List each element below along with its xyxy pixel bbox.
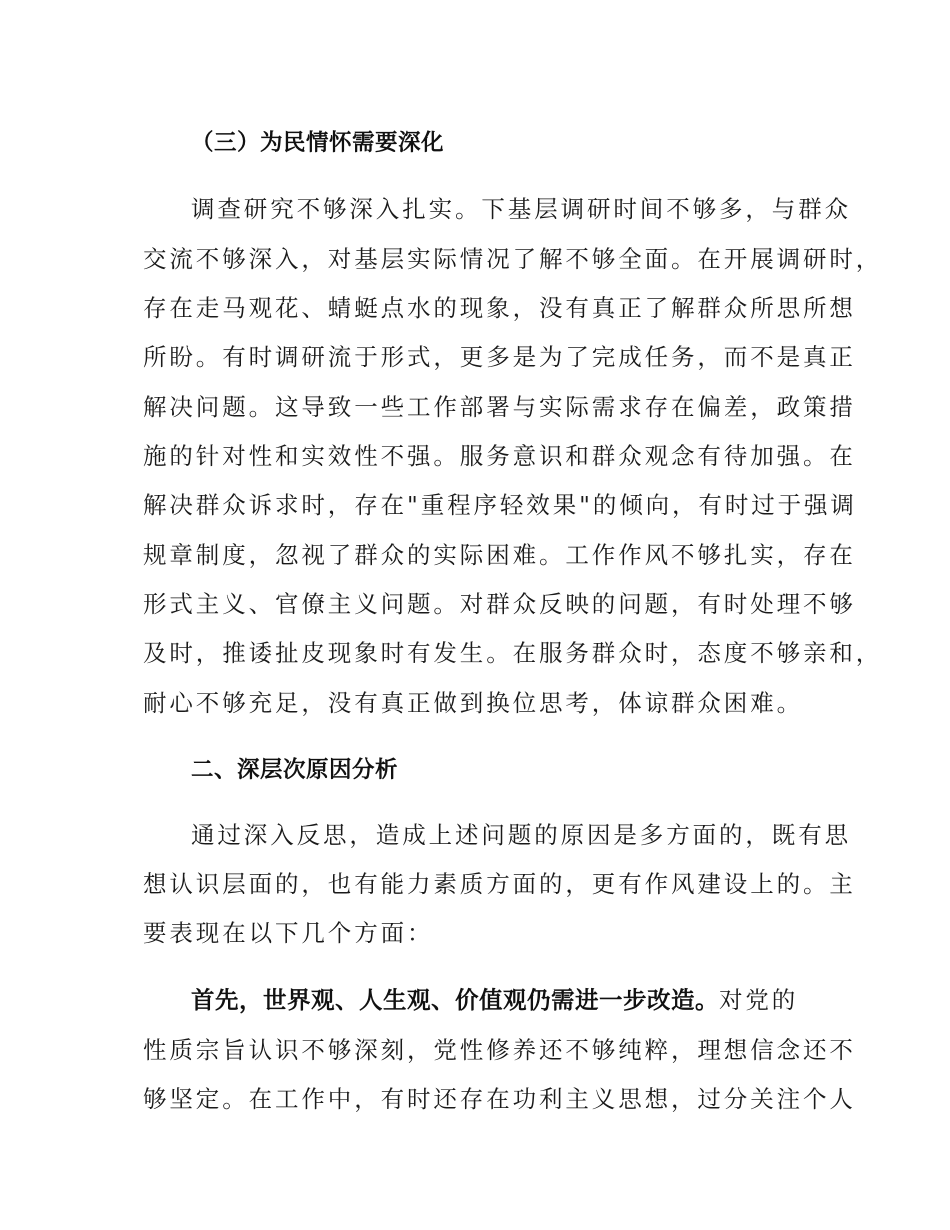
paragraph-line: 调查研究不够深入扎实。下基层调研时间不够多，与群众 <box>191 195 851 223</box>
part-heading: 二、深层次原因分析 <box>191 757 399 783</box>
paragraph-line: 规章制度，忽视了群众的实际困难。工作作风不够扎实，存在 <box>143 541 856 569</box>
paragraph-line: 解决群众诉求时，存在"重程序轻效果"的倾向，有时过于强调 <box>143 491 857 519</box>
paragraph-line: 要表现在以下几个方面： <box>143 919 434 947</box>
paragraph-line: 所盼。有时调研流于形式，更多是为了完成任务，而不是真正 <box>143 343 856 371</box>
paragraph-line: 存在走马观花、蜻蜓点水的现象，没有真正了解群众所思所想 <box>143 294 856 322</box>
paragraph-line: 够坚定。在工作中，有时还存在功利主义思想，过分关注个人 <box>143 1085 856 1113</box>
paragraph-line: 想认识层面的，也有能力素质方面的，更有作风建设上的。主 <box>143 870 856 898</box>
paragraph-line: 形式主义、官僚主义问题。对群众反映的问题，有时处理不够 <box>143 590 856 618</box>
paragraph-line: 及时，推诿扯皮现象时有发生。在服务群众时，态度不够亲和， <box>143 639 883 667</box>
bold-lead-text: 首先，世界观、人生观、价值观仍需进一步改造。 <box>191 986 719 1014</box>
paragraph-line: 交流不够深入，对基层实际情况了解不够全面。在开展调研时， <box>143 245 883 273</box>
paragraph-line: 解决问题。这导致一些工作部署与实际需求存在偏差，政策措 <box>143 393 856 421</box>
paragraph-line: 耐心不够充足，没有真正做到换位思考，体谅群众困难。 <box>143 689 803 717</box>
lead-rest-text: 对党的 <box>719 986 799 1014</box>
paragraph-line: 通过深入反思，造成上述问题的原因是多方面的，既有思 <box>191 821 851 849</box>
paragraph-line <box>191 985 813 1015</box>
paragraph-line: 施的针对性和实效性不强。服务意识和群众观念有待加强。在 <box>143 442 856 470</box>
section-heading: （三）为民情怀需要深化 <box>191 130 445 156</box>
paragraph-line: 性质宗旨认识不够深刻，党性修养还不够纯粹，理想信念还不 <box>143 1036 856 1064</box>
